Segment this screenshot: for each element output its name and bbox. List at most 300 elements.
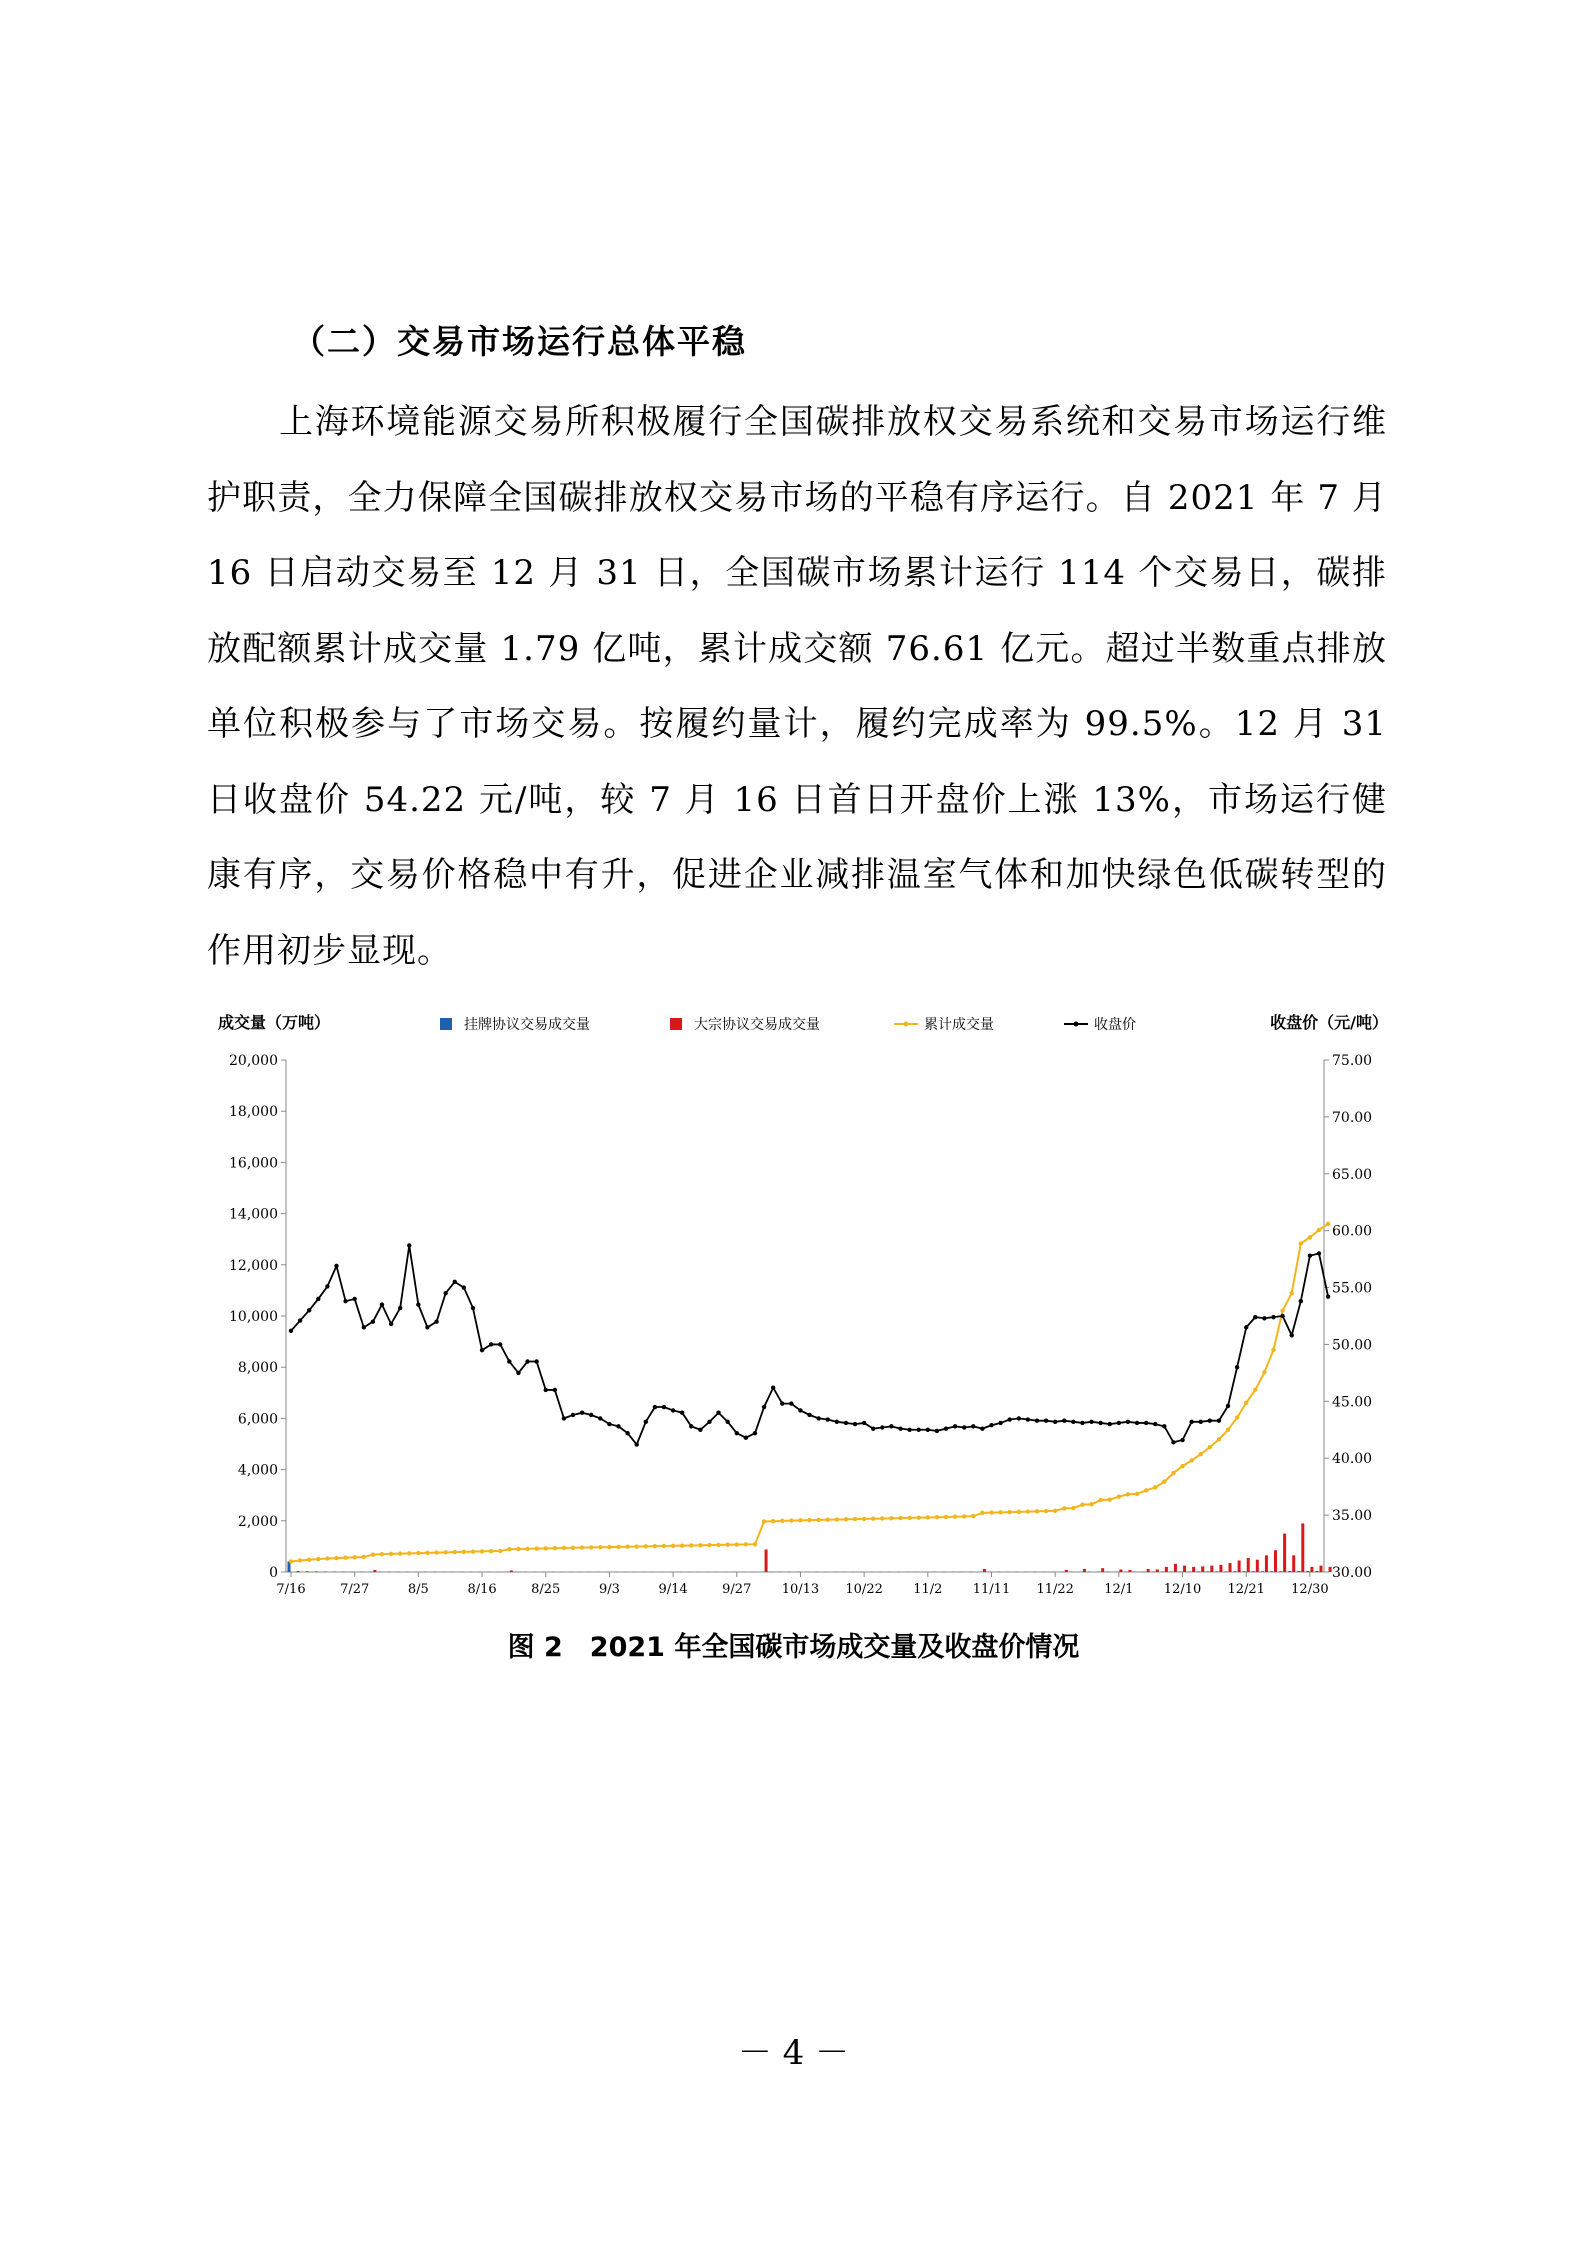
bulk-volume-bar [1238, 1560, 1241, 1572]
section-paragraph: 上海环境能源交易所积极履行全国碳排放权交易系统和交易市场运行维护职责，全力保障全国碳排放权交易市场的平稳有序运行。自 2021 年 7 月 16 日启动交易至 12 月 31 日，全国碳市场累计运行 114 个交易日，碳排放配额累计成交量 1.79 亿吨，累计成交额 76.61 亿元。超过半数重点排放单位积极参与了市场交易。按履约量计，履约完成率为 99.5%。12 月 31 日收盘价 54.22 元/吨，较 7 月 16 日首日开盘价上涨 13%，市场运行健康有序，交易价格稳中有升，促进企业减排温室气体和加快绿色低碳转型的作用初步显现。 [207, 402, 1387, 971]
cumulative-volume-point [407, 1551, 411, 1555]
cumulative-volume-point [1171, 1471, 1175, 1475]
closing-price-point [662, 1405, 666, 1409]
right-tick-label: 55.00 [1332, 1280, 1373, 1297]
cumulative-volume-point [698, 1543, 702, 1547]
cumulative-volume-point [844, 1517, 848, 1521]
closing-price-point [1062, 1418, 1066, 1422]
closing-price-point [1262, 1316, 1266, 1320]
cumulative-volume-point [816, 1518, 820, 1522]
closing-price-point [953, 1424, 957, 1428]
closing-price-point [598, 1416, 602, 1420]
left-tick-label: 14,000 [229, 1206, 278, 1223]
x-tick-label: 11/2 [913, 1582, 943, 1597]
closing-price-point [1162, 1424, 1166, 1428]
listed-volume-bar [1316, 1571, 1319, 1572]
bulk-volume-bar [1119, 1569, 1122, 1572]
listed-volume-bar [1234, 1571, 1237, 1572]
closing-price-point [871, 1426, 875, 1430]
cumulative-volume-point [480, 1549, 484, 1553]
left-tick-label: 20,000 [229, 1053, 278, 1069]
cumulative-volume-point [1062, 1506, 1066, 1510]
closing-price-point [1144, 1421, 1148, 1425]
closing-price-point [1071, 1420, 1075, 1424]
legend-label: 收盘价 [1094, 1017, 1136, 1033]
chart-figure [200, 1000, 1400, 1600]
closing-price-point [1271, 1315, 1275, 1319]
bulk-volume-bar [1265, 1555, 1268, 1572]
closing-price-point [407, 1243, 411, 1247]
left-tick-label: 0 [269, 1565, 278, 1581]
cumulative-volume-point [343, 1556, 347, 1560]
cumulative-volume-point [634, 1544, 638, 1548]
cumulative-volume-point [398, 1551, 402, 1555]
cumulative-volume-point [616, 1545, 620, 1549]
left-axis-title: 成交量（万吨） [218, 1013, 331, 1032]
bulk-volume-bar [1083, 1569, 1086, 1572]
cumulative-volume-point [926, 1515, 930, 1519]
closing-price-point [1026, 1417, 1030, 1421]
cumulative-volume-point [416, 1551, 420, 1555]
bulk-volume-bar [1274, 1550, 1277, 1572]
legend-label: 大宗协议交易成交量 [694, 1017, 820, 1033]
cumulative-volume-point [798, 1518, 802, 1522]
cumulative-volume-point [553, 1546, 557, 1550]
bulk-volume-bar [1310, 1567, 1313, 1572]
cumulative-volume-point [907, 1516, 911, 1520]
bulk-volume-bar [1065, 1570, 1068, 1572]
bulk-volume-bar [983, 1569, 986, 1572]
listed-volume-bar [297, 1571, 300, 1572]
cumulative-volume-point [1162, 1480, 1166, 1484]
legend-swatch [670, 1018, 682, 1030]
bulk-volume-bar [1174, 1564, 1177, 1572]
left-tick-label: 8,000 [237, 1360, 278, 1377]
cumulative-volume-point [962, 1514, 966, 1518]
cumulative-volume-point [389, 1552, 393, 1556]
cumulative-volume-point [1199, 1452, 1203, 1456]
legend-swatch-dot [904, 1022, 909, 1027]
cumulative-volume-point [1135, 1492, 1139, 1496]
closing-price-point [1108, 1422, 1112, 1426]
closing-price-point [771, 1385, 775, 1389]
cumulative-volume-point [1044, 1509, 1048, 1513]
listed-volume-bar [1161, 1571, 1164, 1572]
cumulative-volume-point [889, 1516, 893, 1520]
right-tick-label: 65.00 [1332, 1166, 1373, 1183]
closing-price-point [616, 1424, 620, 1428]
cumulative-volume-point [1080, 1502, 1084, 1506]
closing-price-point [644, 1420, 648, 1424]
cumulative-volume-point [971, 1514, 975, 1518]
cumulative-volume-point [1007, 1510, 1011, 1514]
cumulative-volume-point [998, 1510, 1002, 1514]
x-tick-label: 12/1 [1104, 1582, 1134, 1597]
cumulative-volume-point [1244, 1401, 1248, 1405]
closing-price-point [1089, 1420, 1093, 1424]
cumulative-volume-point [516, 1547, 520, 1551]
cumulative-volume-point [671, 1544, 675, 1548]
cumulative-volume-point [298, 1558, 302, 1562]
cumulative-volume-point [735, 1542, 739, 1546]
x-tick-label: 10/13 [781, 1582, 820, 1597]
cumulative-volume-point [653, 1544, 657, 1548]
bulk-volume-bar [1183, 1566, 1186, 1572]
closing-price-point [671, 1408, 675, 1412]
closing-price-point [389, 1322, 393, 1326]
right-tick-label: 75.00 [1332, 1053, 1373, 1069]
listed-volume-bar [315, 1571, 318, 1572]
closing-price-point [316, 1297, 320, 1301]
cumulative-volume-point [316, 1557, 320, 1561]
cumulative-volume-point [307, 1558, 311, 1562]
closing-price-point [880, 1425, 884, 1429]
closing-price-point [634, 1442, 638, 1446]
x-tick-label: 8/16 [467, 1582, 497, 1597]
listed-volume-bar [1197, 1571, 1200, 1572]
bulk-volume-bar [1329, 1567, 1332, 1572]
closing-price-point [689, 1424, 693, 1428]
bulk-volume-bar [1219, 1565, 1222, 1572]
cumulative-volume-point [644, 1544, 648, 1548]
closing-price-point [1226, 1404, 1230, 1408]
closing-price-point [1299, 1299, 1303, 1303]
cumulative-volume-point [580, 1545, 584, 1549]
legend-swatch [440, 1018, 452, 1030]
closing-price-point [507, 1359, 511, 1363]
x-tick-label: 11/22 [1036, 1582, 1074, 1597]
closing-price-point [625, 1431, 629, 1435]
closing-price-point [1189, 1420, 1193, 1424]
cumulative-volume-point [1280, 1308, 1284, 1312]
listed-volume-bar [1261, 1571, 1264, 1572]
bulk-volume-bar [1156, 1569, 1159, 1572]
x-tick-label: 10/22 [845, 1582, 883, 1597]
closing-price-point [707, 1420, 711, 1424]
cumulative-volume-point [1108, 1497, 1112, 1501]
cumulative-volume-point [1026, 1509, 1030, 1513]
closing-price-point [917, 1428, 921, 1432]
cumulative-volume-point [744, 1542, 748, 1546]
cumulative-volume-point [489, 1549, 493, 1553]
listed-volume-bar [1215, 1571, 1218, 1572]
cumulative-volume-point [953, 1515, 957, 1519]
cumulative-volume-point [762, 1519, 766, 1523]
cumulative-volume-point [1071, 1506, 1075, 1510]
volume-price-chart [200, 1000, 1400, 1600]
closing-price-point [798, 1408, 802, 1412]
closing-price-point [1007, 1417, 1011, 1421]
cumulative-volume-point [589, 1545, 593, 1549]
cumulative-volume-point [1299, 1241, 1303, 1245]
listed-volume-bar [1297, 1571, 1300, 1572]
cumulative-volume-point [625, 1545, 629, 1549]
cumulative-volume-point [289, 1559, 293, 1563]
closing-price-point [489, 1342, 493, 1346]
closing-price-point [562, 1416, 566, 1420]
cumulative-volume-point [1035, 1509, 1039, 1513]
cumulative-volume-point [607, 1545, 611, 1549]
closing-price-point [325, 1284, 329, 1288]
closing-price-point [362, 1325, 366, 1329]
bulk-volume-bar [765, 1549, 768, 1572]
listed-volume-bar [1270, 1571, 1273, 1572]
cumulative-volume-point [380, 1552, 384, 1556]
cumulative-volume-point [525, 1547, 529, 1551]
right-tick-label: 70.00 [1332, 1109, 1373, 1126]
closing-price-point [753, 1431, 757, 1435]
closing-price-point [907, 1428, 911, 1432]
cumulative-volume-point [1180, 1464, 1184, 1468]
left-tick-label: 12,000 [229, 1257, 278, 1274]
closing-price-point [1217, 1418, 1221, 1422]
closing-price-point [571, 1413, 575, 1417]
bulk-volume-bar [1283, 1534, 1286, 1572]
closing-price-point [1180, 1438, 1184, 1442]
closing-price-point [862, 1421, 866, 1425]
closing-price-point [971, 1424, 975, 1428]
listed-volume-bar [1243, 1571, 1246, 1572]
cumulative-volume-point [325, 1556, 329, 1560]
closing-price-point [516, 1371, 520, 1375]
closing-price-point [1290, 1333, 1294, 1337]
x-tick-label: 11/11 [972, 1582, 1011, 1597]
cumulative-volume-point [789, 1518, 793, 1522]
cumulative-volume-point [1235, 1415, 1239, 1419]
left-tick-label: 2,000 [237, 1513, 278, 1530]
legend-label: 累计成交量 [924, 1017, 994, 1033]
cumulative-volume-point [1117, 1495, 1121, 1499]
closing-price-point [1126, 1420, 1130, 1424]
cumulative-volume-point [334, 1556, 338, 1560]
closing-price-point [1171, 1440, 1175, 1444]
bulk-volume-bar [1147, 1569, 1150, 1572]
cumulative-volume-point [1189, 1458, 1193, 1462]
closing-price-point [416, 1302, 420, 1306]
x-tick-label: 12/10 [1163, 1582, 1202, 1597]
cumulative-volume-point [1017, 1510, 1021, 1514]
closing-price-point [371, 1319, 375, 1323]
closing-price-point [1208, 1418, 1212, 1422]
closing-price-point [1135, 1421, 1139, 1425]
cumulative-volume-point [1208, 1445, 1212, 1449]
listed-volume-bar [1306, 1571, 1309, 1572]
cumulative-volume-point [443, 1550, 447, 1554]
closing-price-point [607, 1422, 611, 1426]
cumulative-volume-point [880, 1516, 884, 1520]
cumulative-volume-point [1308, 1235, 1312, 1239]
x-tick-label: 12/30 [1291, 1582, 1329, 1597]
closing-price-point [1098, 1421, 1102, 1425]
legend-swatch-dot [1074, 1022, 1079, 1027]
cumulative-volume-point [1226, 1428, 1230, 1432]
cumulative-volume-point [1262, 1370, 1266, 1374]
listed-volume-bar [324, 1571, 327, 1572]
cumulative-volume-point [871, 1517, 875, 1521]
closing-price-point [926, 1428, 930, 1432]
closing-price-point [589, 1413, 593, 1417]
closing-price-point [553, 1388, 557, 1392]
closing-price-point [889, 1424, 893, 1428]
section-heading: （二）交易市场运行总体平稳 [292, 322, 747, 361]
closing-price-point [816, 1416, 820, 1420]
closing-price-point [398, 1306, 402, 1310]
cumulative-volume-point [498, 1549, 502, 1553]
cumulative-volume-point [807, 1518, 811, 1522]
right-tick-label: 50.00 [1332, 1337, 1373, 1354]
closing-price-point [989, 1423, 993, 1427]
closing-price-point [525, 1359, 529, 1363]
listed-volume-bar [1288, 1571, 1291, 1572]
closing-price-point [807, 1413, 811, 1417]
closing-price-point [343, 1299, 347, 1303]
cumulative-volume-point [680, 1543, 684, 1547]
cumulative-volume-point [826, 1518, 830, 1522]
closing-price-point [780, 1401, 784, 1405]
left-tick-label: 16,000 [229, 1155, 278, 1172]
closing-price-point [1253, 1315, 1257, 1319]
closing-price-point [334, 1264, 338, 1268]
cumulative-volume-point [1089, 1502, 1093, 1506]
left-tick-label: 6,000 [237, 1411, 278, 1428]
cumulative-volume-point [1290, 1291, 1294, 1295]
closing-price-point [1308, 1253, 1312, 1257]
cumulative-volume-point [753, 1542, 757, 1546]
x-tick-label: 7/27 [340, 1582, 370, 1597]
closing-price-point [1017, 1416, 1021, 1420]
closing-price-point [462, 1285, 466, 1289]
closing-price-point [1244, 1325, 1248, 1329]
closing-price-point [307, 1308, 311, 1312]
cumulative-volume-point [434, 1550, 438, 1554]
closing-price-point [744, 1436, 748, 1440]
bulk-volume-bar [510, 1570, 513, 1572]
cumulative-volume-point [944, 1515, 948, 1519]
cumulative-volume-point [707, 1543, 711, 1547]
bulk-volume-bar [1247, 1558, 1250, 1572]
bulk-volume-bar [1101, 1568, 1104, 1572]
cumulative-volume-point [1153, 1485, 1157, 1489]
bulk-volume-bar [1201, 1566, 1204, 1572]
cumulative-volume-point [571, 1546, 575, 1550]
bulk-volume-bar [1229, 1563, 1232, 1572]
right-tick-label: 45.00 [1332, 1394, 1373, 1411]
cumulative-volume-point [853, 1517, 857, 1521]
cumulative-volume-point [771, 1519, 775, 1523]
closing-price-point [289, 1329, 293, 1333]
closing-price-point [716, 1411, 720, 1415]
cumulative-volume-point [534, 1546, 538, 1550]
right-tick-label: 40.00 [1332, 1451, 1373, 1468]
cumulative-volume-point [453, 1550, 457, 1554]
cumulative-volume-point [662, 1544, 666, 1548]
closing-price-point [844, 1421, 848, 1425]
closing-price-point [725, 1420, 729, 1424]
cumulative-volume-point [352, 1555, 356, 1559]
bulk-volume-bar [1292, 1555, 1295, 1572]
closing-price-point [826, 1417, 830, 1421]
x-tick-label: 8/25 [531, 1582, 561, 1597]
closing-price-point [1280, 1314, 1284, 1318]
x-tick-label: 9/14 [658, 1582, 688, 1597]
cumulative-volume-point [371, 1552, 375, 1556]
closing-price-point [380, 1302, 384, 1306]
cumulative-volume-point [1217, 1437, 1221, 1441]
closing-price-point [1199, 1420, 1203, 1424]
listed-volume-bar [1279, 1571, 1282, 1572]
listed-volume-bar [1170, 1571, 1173, 1572]
page-number: － 4 － [737, 2033, 850, 2073]
cumulative-volume-point [716, 1543, 720, 1547]
x-tick-label: 9/27 [722, 1582, 752, 1597]
cumulative-volume-point [598, 1545, 602, 1549]
listed-volume-bar [306, 1571, 309, 1572]
cumulative-volume-point [917, 1515, 921, 1519]
closing-price-point [1326, 1294, 1330, 1298]
closing-price-point [443, 1291, 447, 1295]
listed-volume-bar [1179, 1571, 1182, 1572]
closing-price-point [480, 1348, 484, 1352]
cumulative-volume-point [1126, 1492, 1130, 1496]
cumulative-volume-point [544, 1546, 548, 1550]
cumulative-volume-line [291, 1224, 1328, 1562]
cumulative-volume-point [1271, 1348, 1275, 1352]
cumulative-volume-point [562, 1546, 566, 1550]
cumulative-volume-point [362, 1555, 366, 1559]
cumulative-volume-point [862, 1517, 866, 1521]
closing-price-point [1153, 1422, 1157, 1426]
cumulative-volume-point [462, 1550, 466, 1554]
bulk-volume-bar [1192, 1567, 1195, 1572]
closing-price-point [1044, 1418, 1048, 1422]
closing-price-point [534, 1359, 538, 1363]
closing-price-point [544, 1388, 548, 1392]
closing-price-point [944, 1426, 948, 1430]
closing-price-point [998, 1421, 1002, 1425]
x-tick-label: 8/5 [407, 1582, 429, 1597]
closing-price-point [653, 1405, 657, 1409]
closing-price-point [735, 1431, 739, 1435]
cumulative-volume-point [835, 1517, 839, 1521]
closing-price-point [898, 1426, 902, 1430]
left-tick-label: 10,000 [229, 1309, 278, 1325]
cumulative-volume-point [1053, 1509, 1057, 1513]
closing-price-point [680, 1411, 684, 1415]
closing-price-point [1035, 1418, 1039, 1422]
closing-price-point [1080, 1421, 1084, 1425]
cumulative-volume-point [980, 1511, 984, 1515]
right-tick-label: 35.00 [1332, 1508, 1373, 1525]
cumulative-volume-point [689, 1543, 693, 1547]
left-tick-label: 4,000 [237, 1462, 278, 1479]
x-tick-label: 7/16 [276, 1582, 306, 1597]
listed-volume-bar [1152, 1571, 1155, 1572]
closing-price-point [498, 1342, 502, 1346]
bulk-volume-bar [1256, 1560, 1259, 1572]
closing-price-point [453, 1280, 457, 1284]
closing-price-point [580, 1411, 584, 1415]
x-tick-label: 9/3 [598, 1582, 620, 1597]
bulk-volume-bar [1165, 1567, 1168, 1572]
cumulative-volume-point [1144, 1488, 1148, 1492]
cumulative-volume-point [1098, 1498, 1102, 1502]
closing-price-point [980, 1426, 984, 1430]
closing-price-point [853, 1422, 857, 1426]
closing-price-point [1317, 1251, 1321, 1255]
left-tick-label: 18,000 [229, 1104, 278, 1121]
right-axis-title: 收盘价（元/吨） [1270, 1013, 1388, 1032]
closing-price-point [962, 1425, 966, 1429]
